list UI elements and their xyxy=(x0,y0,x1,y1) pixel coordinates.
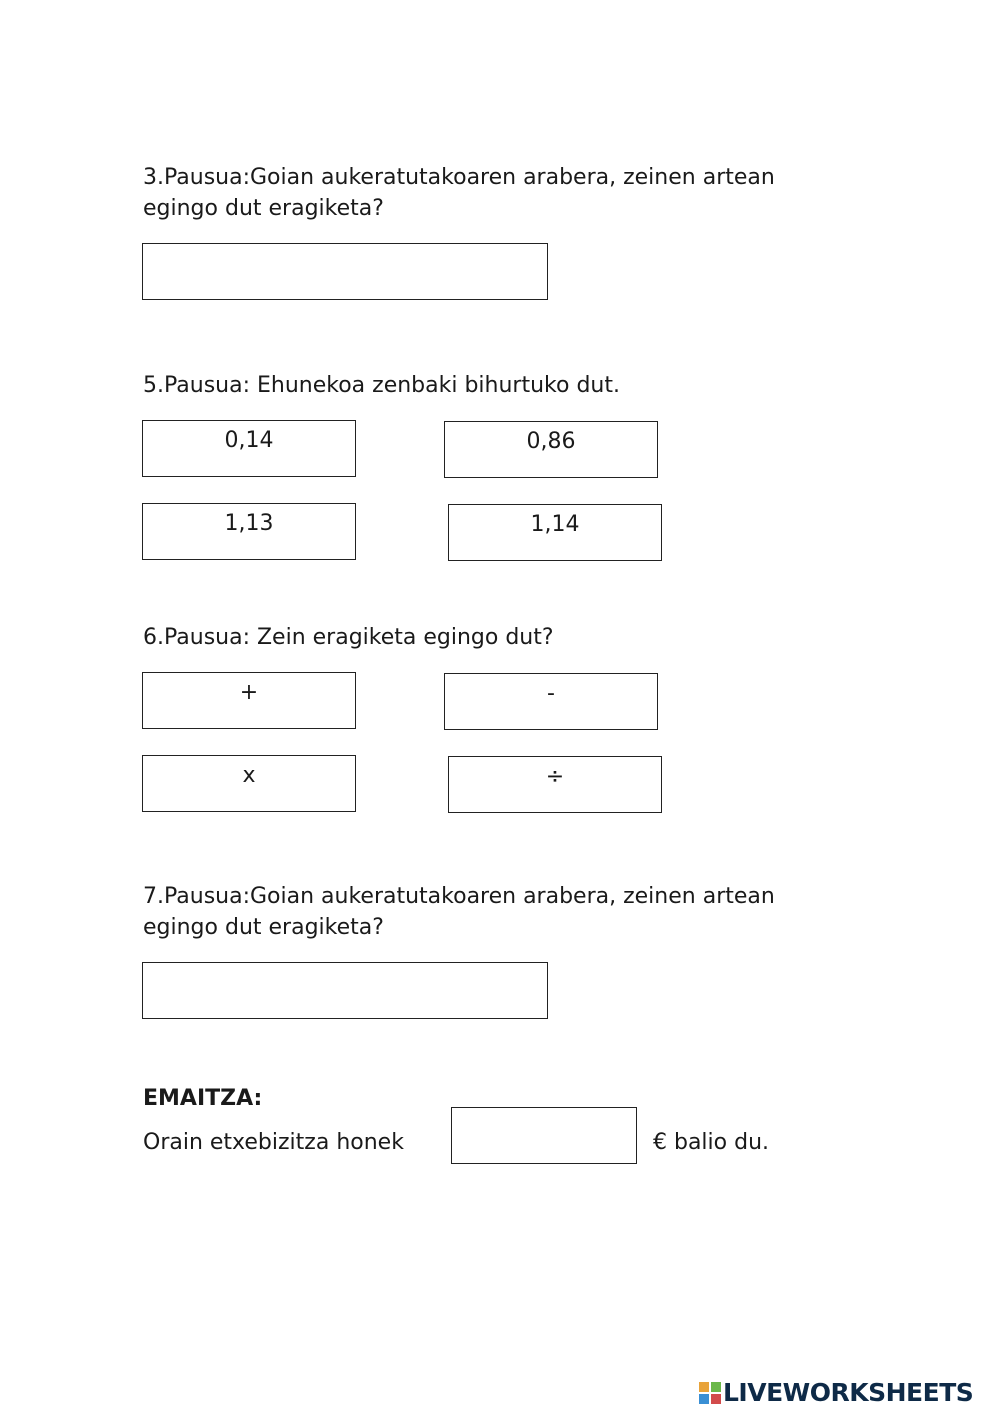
step6-option-plus[interactable]: + xyxy=(142,672,356,729)
result-answer-input[interactable] xyxy=(451,1107,637,1164)
step5-option-4[interactable]: 1,14 xyxy=(448,504,662,561)
step5-option-1[interactable]: 0,14 xyxy=(142,420,356,477)
step3-answer-input[interactable] xyxy=(142,243,548,300)
step6-option-minus[interactable]: - xyxy=(444,673,658,730)
result-sentence-start: Orain etxebizitza honek xyxy=(143,1130,404,1155)
result-heading: EMAITZA: xyxy=(143,1086,263,1111)
logo-text: LIVEWORKSHEETS xyxy=(723,1378,974,1407)
step5-question: 5.Pausua: Ehunekoa zenbaki bihurtuko dut. xyxy=(143,373,620,398)
step6-option-divide[interactable]: ÷ xyxy=(448,756,662,813)
step7-question-line2: egingo dut eragiketa? xyxy=(143,915,384,940)
liveworksheets-logo xyxy=(699,1378,973,1408)
step6-option-multiply[interactable]: x xyxy=(142,755,356,812)
logo-mark-icon xyxy=(699,1382,721,1404)
step5-option-3[interactable]: 1,13 xyxy=(142,503,356,560)
step3-question-line2: egingo dut eragiketa? xyxy=(143,196,384,221)
step3-question-line1: 3.Pausua:Goian aukeratutakoaren arabera, zeinen artean xyxy=(143,165,775,190)
step7-question-line1: 7.Pausua:Goian aukeratutakoaren arabera, zeinen artean xyxy=(143,884,775,909)
step7-answer-input[interactable] xyxy=(142,962,548,1019)
step6-question: 6.Pausua: Zein eragiketa egingo dut? xyxy=(143,625,554,650)
step5-option-2[interactable]: 0,86 xyxy=(444,421,658,478)
result-sentence-end: € balio du. xyxy=(653,1130,770,1155)
